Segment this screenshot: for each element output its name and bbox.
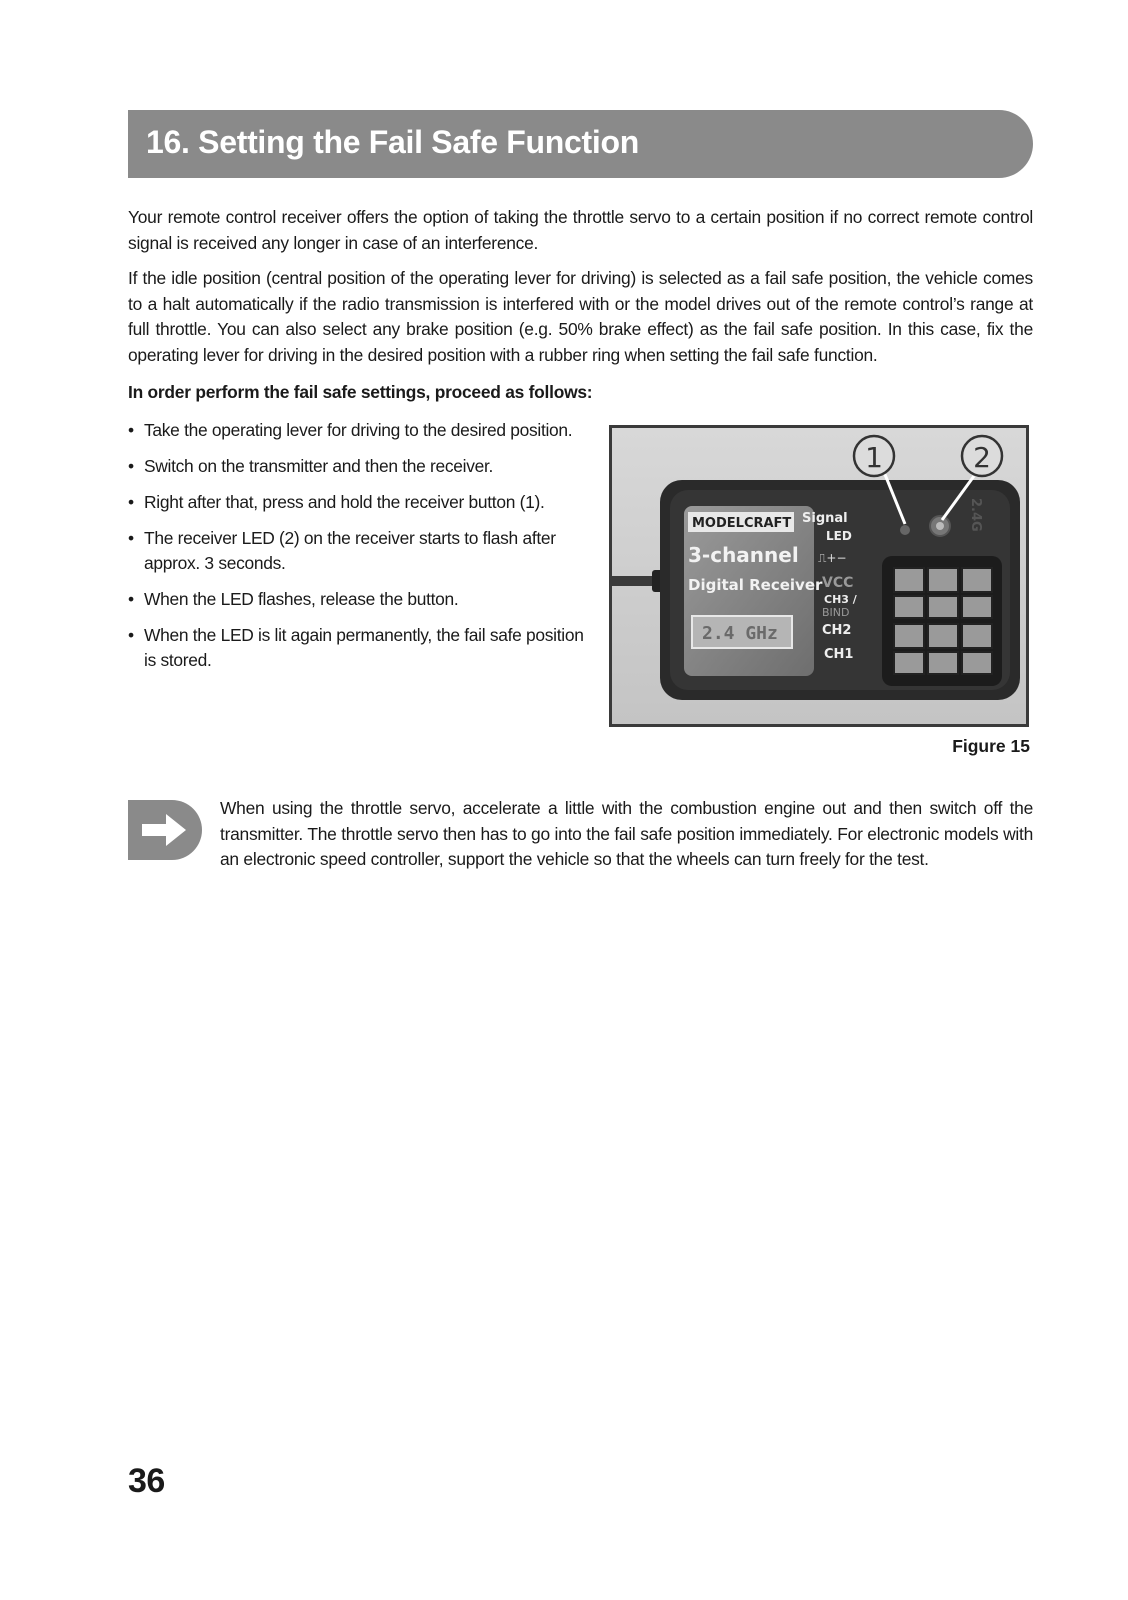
page-number: 36: [128, 1462, 165, 1500]
procedure-heading: In order perform the fail safe settings, proceed as follows:: [128, 382, 593, 402]
callout-label-1: 1: [865, 441, 883, 474]
model-text-2: Digital Receiver: [688, 576, 823, 594]
svg-text:CH1: CH1: [824, 647, 854, 662]
note-text: When using the throttle servo, accelerate a little with the combustion engine out and then switch off the transmitter. The throttle servo then has to go into the fail safe position immediately. For electronic models with an electronic speed controller, support the vehicle so that the wheels can turn freely for the test.: [220, 798, 1033, 869]
step-item: • The receiver LED (2) on the receiver starts to flash after approx. 3 seconds.: [128, 526, 588, 576]
section-header-bar: [128, 110, 1033, 178]
model-text-1: 3-channel: [688, 543, 799, 567]
intro-paragraph: Your remote control receiver offers the option of taking the throttle servo to a certain position if no correct remote control signal is received any longer in case of an interference.: [128, 207, 1033, 253]
step-item: • Switch on the transmitter and then the receiver.: [128, 454, 588, 479]
figure-caption: Figure 15: [952, 736, 1030, 756]
step-item: • Right after that, press and hold the receiver button (1).: [128, 490, 588, 515]
svg-text:Signal: Signal: [802, 511, 848, 526]
receiver-photo: [612, 428, 1026, 724]
svg-text:VCC: VCC: [822, 575, 854, 591]
step-item: • When the LED flashes, release the button.: [128, 587, 588, 612]
section-title: 16. Setting the Fail Safe Function: [146, 124, 639, 160]
frequency-text: 2.4 GHz: [702, 623, 778, 644]
arrow-right-icon: [128, 800, 202, 860]
bind-button: [900, 525, 910, 535]
receiver-figure: [609, 425, 1029, 727]
svg-text:CH2: CH2: [822, 623, 852, 638]
idle-position-paragraph: If the idle position (central position of the operating lever for driving) is selected as a fail safe position, the vehicle comes to a halt automatically if the radio transmission is interfered with or the model drives out of the remote control’s range at full throttle. You can also select any brake position (e.g. 50% brake effect) as the fail safe position. In this case, fix the operating lever for driving in the desired position with a rubber ring when setting the fail safe function.: [128, 268, 1033, 365]
step-item: • When the LED is lit again permanently, the fail safe position is stored.: [128, 623, 588, 673]
callout-label-2: 2: [973, 441, 991, 474]
procedure-steps: [128, 418, 588, 684]
svg-text:2.4G: 2.4G: [968, 498, 983, 532]
step-item: • Take the operating lever for driving to the desired position.: [128, 418, 588, 443]
svg-text:BIND: BIND: [822, 606, 850, 619]
svg-text:⎍+−: ⎍+−: [818, 551, 847, 565]
svg-text:CH3 /: CH3 /: [824, 593, 857, 606]
brand-text: MODELCRAFT: [692, 516, 792, 531]
svg-text:LED: LED: [826, 529, 852, 543]
